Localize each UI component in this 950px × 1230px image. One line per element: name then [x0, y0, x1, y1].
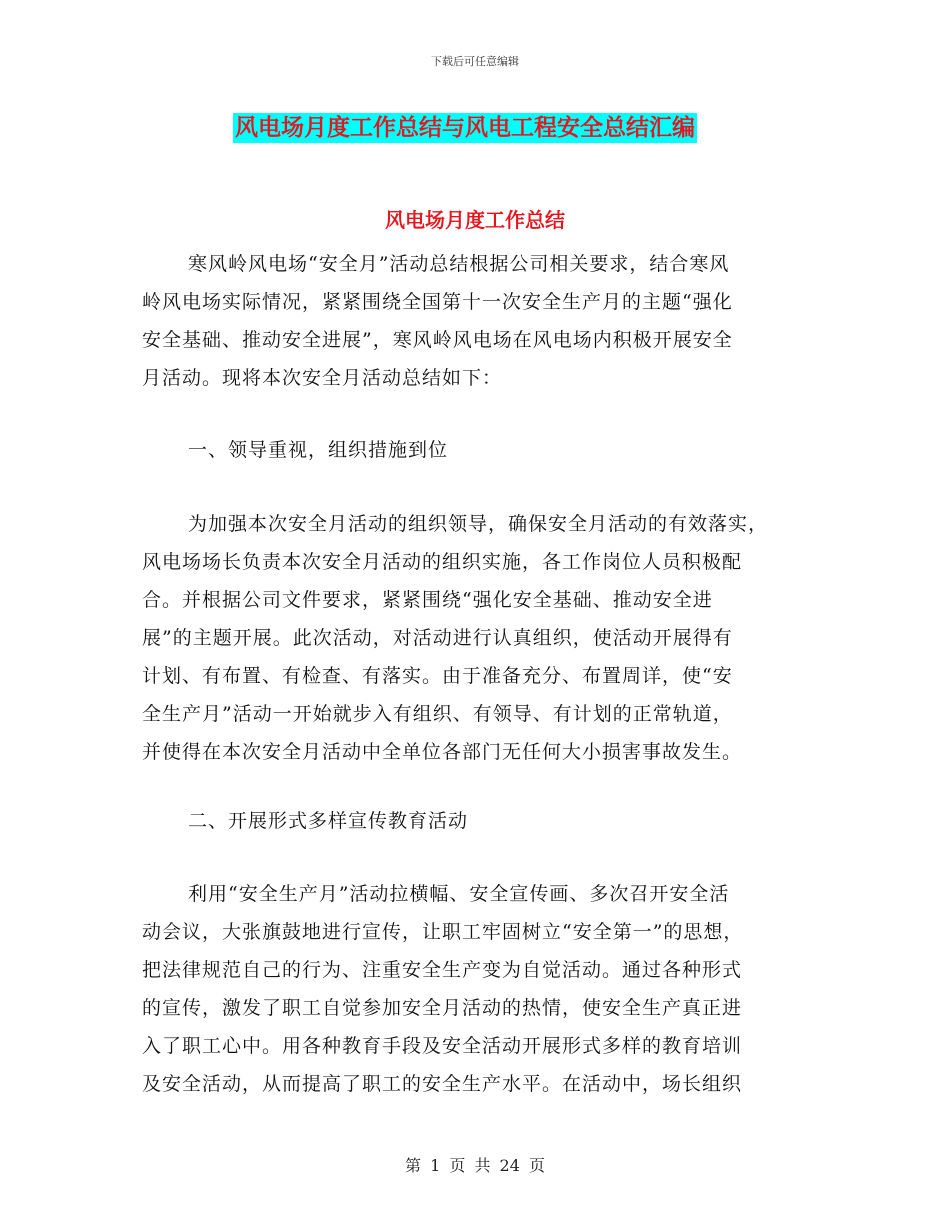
section-heading-text: 二、开展形式多样宣传教育活动 — [188, 810, 469, 832]
paragraph-line: 动会议，大张旗鼓地进行宣传，让职工牢固树立“安全第一”的思想， — [142, 921, 744, 943]
section-title: 风电场月度工作总结 — [385, 208, 565, 232]
paragraph-line: 风电场场长负责本次安全月活动的组织实施，各工作岗位人员积极配 — [142, 551, 743, 573]
paragraph-line: 计划、有布置、有检查、有落实。由于准备充分、布置周详，使“安 — [142, 665, 733, 687]
paragraph-line: 利用“安全生产月”活动拉横幅、安全宣传画、多次召开安全活 — [188, 883, 730, 905]
body-paragraph-1 — [142, 505, 802, 771]
paragraph-line: 及安全活动，从而提高了职工的安全生产水平。在活动中，场长组织 — [142, 1073, 743, 1095]
document-title: 风电场月度工作总结与风电工程安全总结汇编 — [235, 115, 695, 141]
section-heading-text: 一、领导重视，组织措施到位 — [188, 439, 449, 461]
section-heading-2 — [142, 802, 802, 840]
body-paragraph-2 — [142, 875, 802, 1103]
paragraph-line: 寒风岭风电场“安全月”活动总结根据公司相关要求，结合寒风 — [188, 253, 730, 275]
page-number-footer: 第 1 页 共 24 页 — [405, 1156, 545, 1175]
paragraph-line: 把法律规范自己的行为、注重安全生产变为自觉活动。通过各种形式 — [142, 959, 743, 981]
paragraph-line: 展”的主题开展。此次活动，对活动进行认真组织，使活动开展得有 — [142, 627, 733, 649]
paragraph-line: 为加强本次安全月活动的组织领导，确保安全月活动的有效落实， — [188, 513, 769, 535]
paragraph-line: 安全基础、推动安全进展”，寒风岭风电场在风电场内积极开展安全 — [142, 329, 733, 351]
paragraph-line: 月活动。现将本次安全月活动总结如下： — [142, 367, 503, 389]
paragraph-line: 合。并根据公司文件要求，紧紧围绕“强化安全基础、推动安全进 — [142, 589, 713, 611]
paragraph-line: 全生产月”活动一开始就步入有组织、有领导、有计划的正常轨道， — [142, 703, 733, 725]
paragraph-line: 并使得在本次安全月活动中全单位各部门无任何大小损害事故发生。 — [142, 741, 743, 763]
paragraph-line: 岭风电场实际情况，紧紧围绕全国第十一次安全生产月的主题“强化 — [142, 291, 733, 313]
paragraph-line: 入了职工心中。用各种教育手段及安全活动开展形式多样的教育培训 — [142, 1035, 743, 1057]
paragraph-line: 的宣传，激发了职工自觉参加安全月活动的热情，使安全生产真正进 — [142, 997, 743, 1019]
section-heading-1 — [142, 431, 802, 469]
header-note: 下载后可任意编辑 — [431, 55, 519, 68]
intro-paragraph — [142, 245, 802, 397]
